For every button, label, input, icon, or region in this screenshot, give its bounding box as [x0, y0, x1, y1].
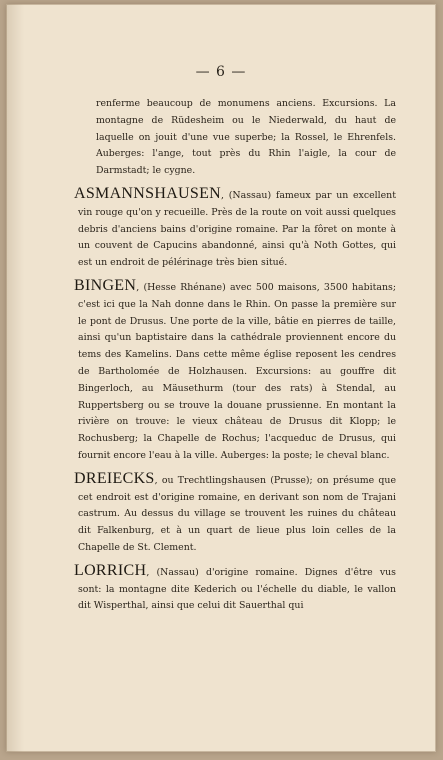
entry-heading: ASMANNSHAUSEN	[74, 184, 222, 202]
entry-asmannshausen	[74, 184, 396, 272]
entry-text: , (Nassau) d'origine romaine. Dignes d'être vus sont: la montagne dite Kederich ou l'échelle du diable, le vallon dit Wisperthal, ainsi que celui dit Sauerthal qui	[78, 566, 396, 612]
entry-heading: BINGEN	[74, 276, 137, 294]
entry-heading: LORRICH	[74, 561, 147, 579]
entry-text: , (Nassau) fameux par un excellent vin rouge qu'on y recueille. Près de la route on voit aussi quelques debris d'anciens bains d'origine romaine. Par la fôret on monte à un couvent de Capucins abandonné, ainsi qu'à Noth Gottes, qui est un endroit de pélérinage très bien situé.	[78, 189, 396, 269]
entry-heading: DREIECKS	[74, 469, 155, 487]
page-spine-shadow	[6, 4, 24, 752]
entry-text: , ou Trechtlingshausen (Prusse); on présume que cet endroit est d'origine romaine, en derivant son nom de Trajani castrum. Au dessus du village se trouvent les ruines du château dit Falkenburg, et à un quart de lieue plus loin celles de la Chapelle de St. Clement.	[78, 474, 396, 553]
page-number: — 6 —	[195, 64, 247, 80]
entry-bingen	[74, 276, 396, 465]
page-body	[74, 96, 396, 615]
book-page	[6, 4, 436, 752]
entry-text: , (Hesse Rhénane) avec 500 maisons, 3500 habitans; c'est ici que la Nah donne dans le Rhin. On passe la première sur le pont de Drusus. Une porte de la ville, bâtie en pierres de taille, ainsi qu'un baptistaire dans la cathédrale proviennent encore du tems des Kamelins. Dans cette même église reposent les cendres de Bartholomée de Holzhausen. Excursions: au gouffre dit Bingerloch, au Mäusethurm (tour des rats) à Stendal, au Ruppertsberg ou se trouve la douane prussienne. En montant la rivière on trouve: le vieux château de Drusus dit Klopp; le Rochusberg; la Chapelle de Rochus; l'acqueduc de Drusus, qui fournit encore l'eau à la ville. Auberges: la poste; le cheval blanc.	[78, 281, 396, 461]
entry-lorrich	[74, 561, 396, 615]
continuation-paragraph: renferme beaucoup de monumens anciens. Excursions. La montagne de Rüdesheim ou le Niederwald, du haut de laquelle on jouit d'une vue superbe; la Rossel, le Ehrenfels. Auberges: l'ange, tout près du Rhin l'aigle, la cour de Darmstadt; le cygne.	[96, 98, 396, 177]
entry-dreiecks	[74, 469, 396, 557]
